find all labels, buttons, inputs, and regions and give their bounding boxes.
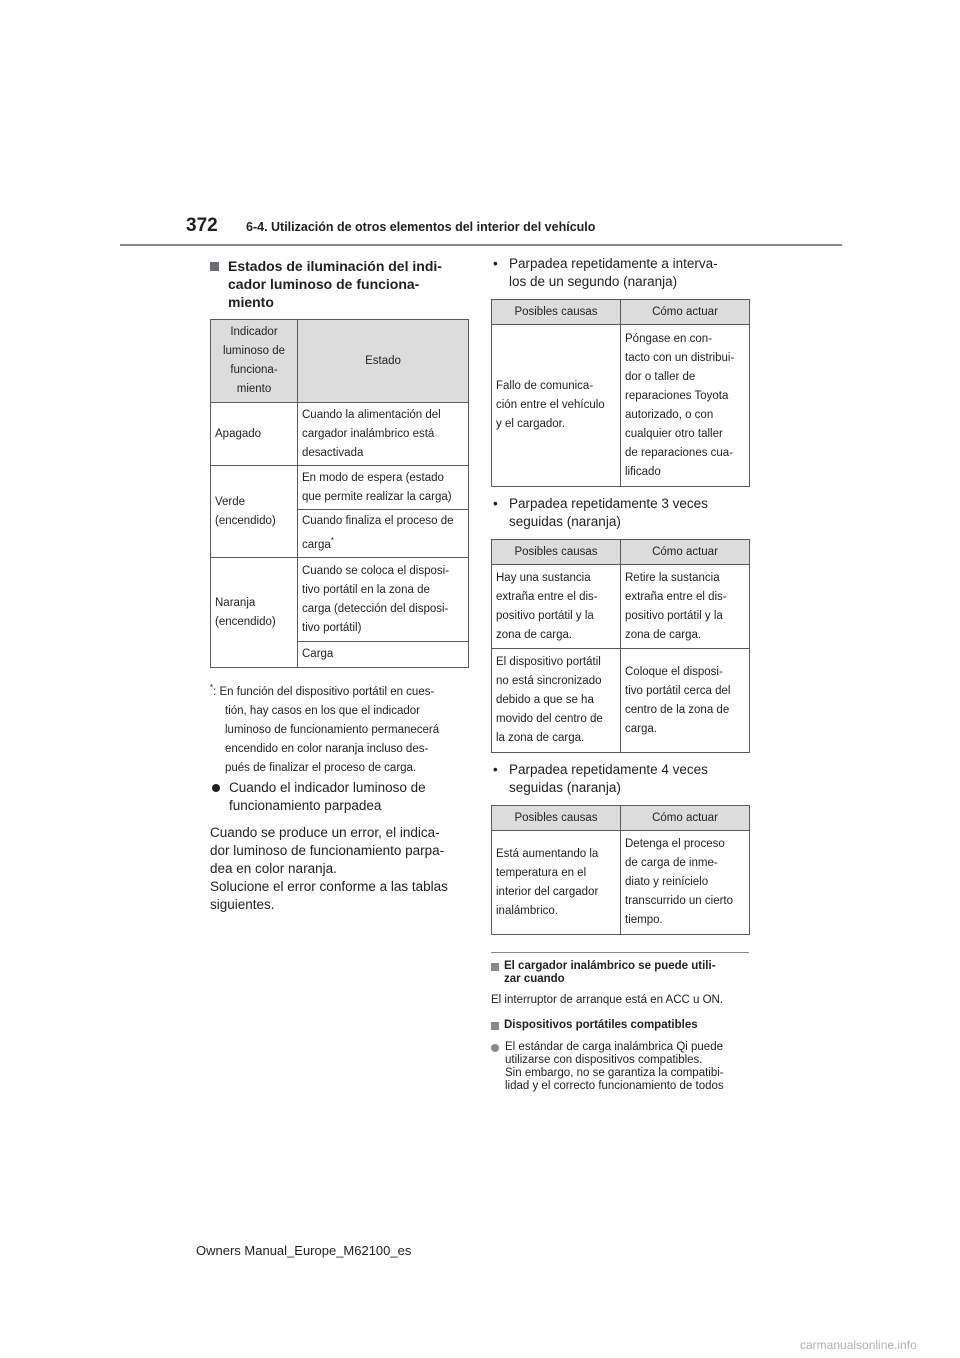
col-header-action: Cómo actuar [621, 540, 750, 565]
page-number: 372 [186, 215, 218, 236]
info-divider [491, 952, 749, 953]
desc-cell: En modo de espera (estado que permite realizar la carga) [298, 466, 469, 510]
bullet-dot-icon [491, 1044, 499, 1052]
col-header-action: Cómo actuar [621, 300, 750, 325]
info1-title: El cargador inalámbrico se puede utili- zar cuando [491, 960, 766, 986]
footer-text: Owners Manual_Europe_M62100_es [196, 1243, 412, 1258]
table-header-state: Estado [298, 320, 469, 403]
cause-cell: El dispositivo portátil no está sincronizado debido a que se ha movido del centro de la zona de carga. [492, 649, 621, 753]
action-cell: Detenga el proceso de carga de inme- diato y reinícielo transcurrido un cierto tiempo. [621, 831, 750, 935]
bullet-title-blinking: Cuando el indicador luminoso de funcionamiento parpadea [210, 779, 491, 815]
col-header-causes: Posibles causas [492, 300, 621, 325]
chapter-title: 6-4. Utilización de otros elementos del interior del vehículo [246, 220, 596, 234]
desc-cell: Cuando finaliza el proceso de carga* [298, 510, 469, 558]
table-row [492, 831, 750, 935]
action-cell: Coloque el disposi- tivo portátil cerca del centro de la zona de carga. [621, 649, 750, 753]
watermark: carmanualsonline.info [800, 1338, 917, 1352]
square-bullet-icon [491, 963, 499, 971]
block3-title: • Parpadea repetidamente 4 veces seguidas (naranja) [493, 762, 708, 795]
square-bullet-icon [491, 1022, 499, 1030]
table-row [211, 466, 469, 510]
section-title-line: cador luminoso de funciona- [228, 276, 420, 292]
info1-text: El interruptor de arranque está en ACC u ON. [491, 994, 724, 1006]
error-paragraph: Cuando se produce un error, el indica- dor luminoso de funcionamiento parpa- dea en color naranja. Solucione el error conforme a las tablas siguientes. [210, 825, 448, 912]
section-title-line: Estados de iluminación del indi- [228, 258, 442, 274]
block1-title: • Parpadea repetidamente a interva- los de un segundo (naranja) [493, 256, 718, 289]
info2-title: Dispositivos portátiles compatibles [491, 1019, 766, 1032]
desc-cell: Cuando se coloca el disposi- tivo portátil en la zona de carga (detección del disposi- tivo portátil) [298, 558, 469, 642]
block2-title: • Parpadea repetidamente 3 veces seguidas (naranja) [493, 496, 708, 529]
cause-cell: Está aumentando la temperatura en el interior del cargador inalámbrico. [492, 831, 621, 935]
square-bullet-icon [210, 262, 219, 271]
section-title-states [210, 257, 478, 311]
state-cell: Apagado [211, 403, 298, 466]
states-table [210, 319, 469, 668]
table-row [492, 325, 750, 487]
col-header-causes: Posibles causas [492, 540, 621, 565]
cause-cell: Hay una sustancia extraña entre el dis- positivo portátil y la zona de carga. [492, 565, 621, 649]
block1-table [491, 299, 750, 487]
table-row [211, 403, 469, 466]
section-title-line: miento [228, 294, 274, 310]
info2-text: El estándar de carga inalámbrica Qi puede utilizarse con dispositivos compatibles. Sin embargo, no se garantiza la compatibi- lidad y el correcto funcionamiento de todos [491, 1041, 767, 1093]
table-row [492, 565, 750, 649]
col-header-causes: Posibles causas [492, 806, 621, 831]
action-cell: Retire la sustancia extraña entre el dis- positivo portátil y la zona de carga. [621, 565, 750, 649]
table-row [492, 649, 750, 753]
col-header-action: Cómo actuar [621, 806, 750, 831]
footnote: *: En función del dispositivo portátil en cues- tión, hay casos en los que el indicador luminoso de funcionamiento permanecerá encendido en color naranja incluso des- pués de finalizar el proceso de carga. [210, 683, 440, 774]
cause-cell: Fallo de comunica- ción entre el vehículo y el cargador. [492, 325, 621, 487]
state-cell: Verde (encendido) [211, 466, 298, 558]
table-header-indicator: Indicador luminoso de funciona- miento [211, 320, 298, 403]
block3-table [491, 805, 750, 935]
action-cell: Póngase en con- tacto con un distribui- dor o taller de reparaciones Toyota autorizado, o con cualquier otro taller de reparaciones cua- lificado [621, 325, 750, 487]
bullet-dot-icon [212, 784, 220, 792]
block2-table [491, 539, 750, 753]
table-row [211, 558, 469, 642]
state-cell: Naranja (encendido) [211, 558, 298, 668]
desc-cell: Carga [298, 642, 469, 668]
header-rule [120, 244, 842, 246]
desc-cell: Cuando la alimentación del cargador inalámbrico está desactivada [298, 403, 469, 466]
